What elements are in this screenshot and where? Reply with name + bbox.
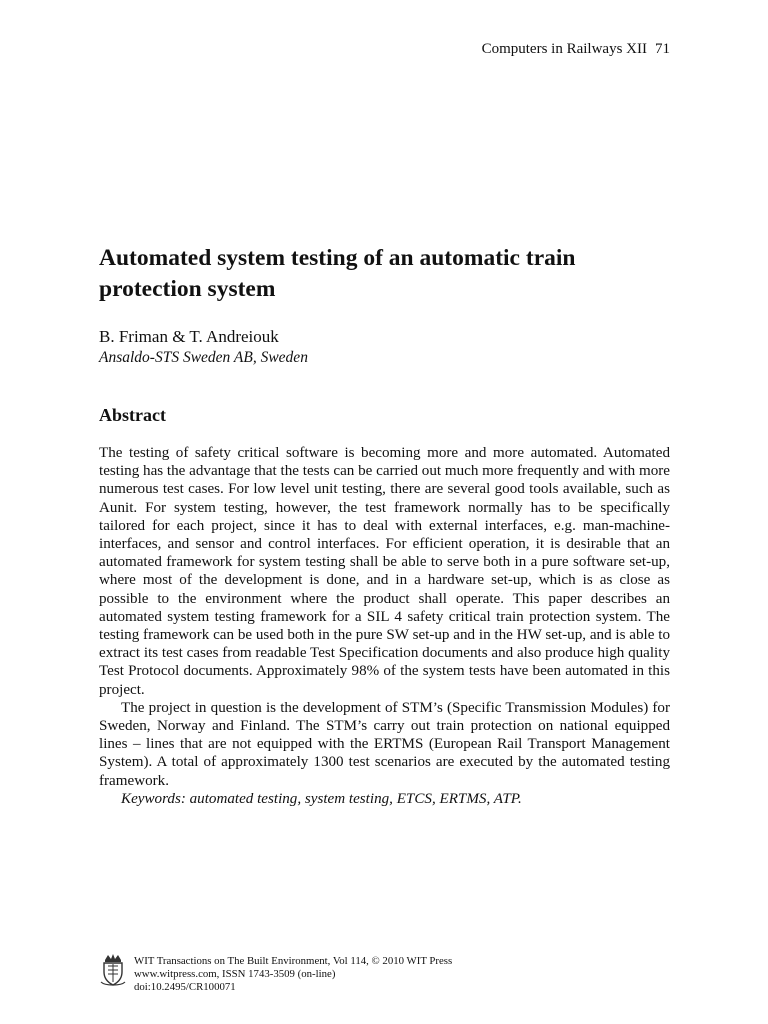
wit-press-crest-icon — [99, 952, 127, 988]
running-header — [482, 41, 670, 58]
publisher-footer — [99, 946, 599, 1006]
abstract-paragraph-1: The testing of safety critical software is becoming more and more automated. Automated testing has the advantage that the tests can be carried out much more frequently and with more numerous test cases. For low level unit testing, there are several good tools available, such as Aunit. For system testing, however, the test framework normally has to be specifically tailored for each project, since it has to deal with external interfaces, e.g. man-machine-interfaces, and sensor and control interfaces. For efficient operation, it is desirable that an automated framework for system testing shall be able to serve both in a pure software set-up, where most of the development is done, and in a hardware set-up, which is as close as possible to the environment where the product shall operate. This paper describes an automated system testing framework for a SIL 4 safety critical train protection system. The testing framework can be used both in the pure SW set-up and in the HW set-up, and is able to extract its test cases from readable Test Specification documents and also produce high quality Test Protocol documents. Approximately 98% of the system tests have been automated in this project. — [99, 445, 670, 698]
paper-title-line-2: protection system — [99, 276, 276, 302]
footer-line-doi: doi:10.2495/CR100071 — [134, 981, 236, 993]
footer-line-series: WIT Transactions on The Built Environment, Vol 114, © 2010 WIT Press — [134, 955, 453, 967]
paper-title-line-1: Automated system testing of an automatic train — [99, 245, 576, 271]
footer-citation — [134, 955, 452, 994]
running-title: Computers in Railways XII — [481, 41, 647, 57]
authors: B. Friman & T. Andreiouk — [99, 327, 279, 346]
footer-line-website: www.witpress.com, ISSN 1743-3509 (on-line) — [134, 968, 336, 980]
keywords: Keywords: automated testing, system testing, ETCS, ERTMS, ATP. — [121, 790, 522, 807]
abstract-body — [99, 444, 670, 808]
abstract-paragraph-2: The project in question is the development of STM’s (Specific Transmission Modules) for Sweden, Norway and Finland. The STM’s carry out train protection on national equipped lines – lines that are not equipped with the ERTMS (European Rail Transport Management System). A total of approximately 1300 test scenarios are executed by the automated testing framework. — [99, 699, 670, 789]
paper-title — [99, 243, 674, 305]
affiliation: Ansaldo-STS Sweden AB, Sweden — [99, 349, 308, 366]
abstract-heading: Abstract — [99, 405, 166, 425]
page-number: 71 — [655, 41, 670, 57]
